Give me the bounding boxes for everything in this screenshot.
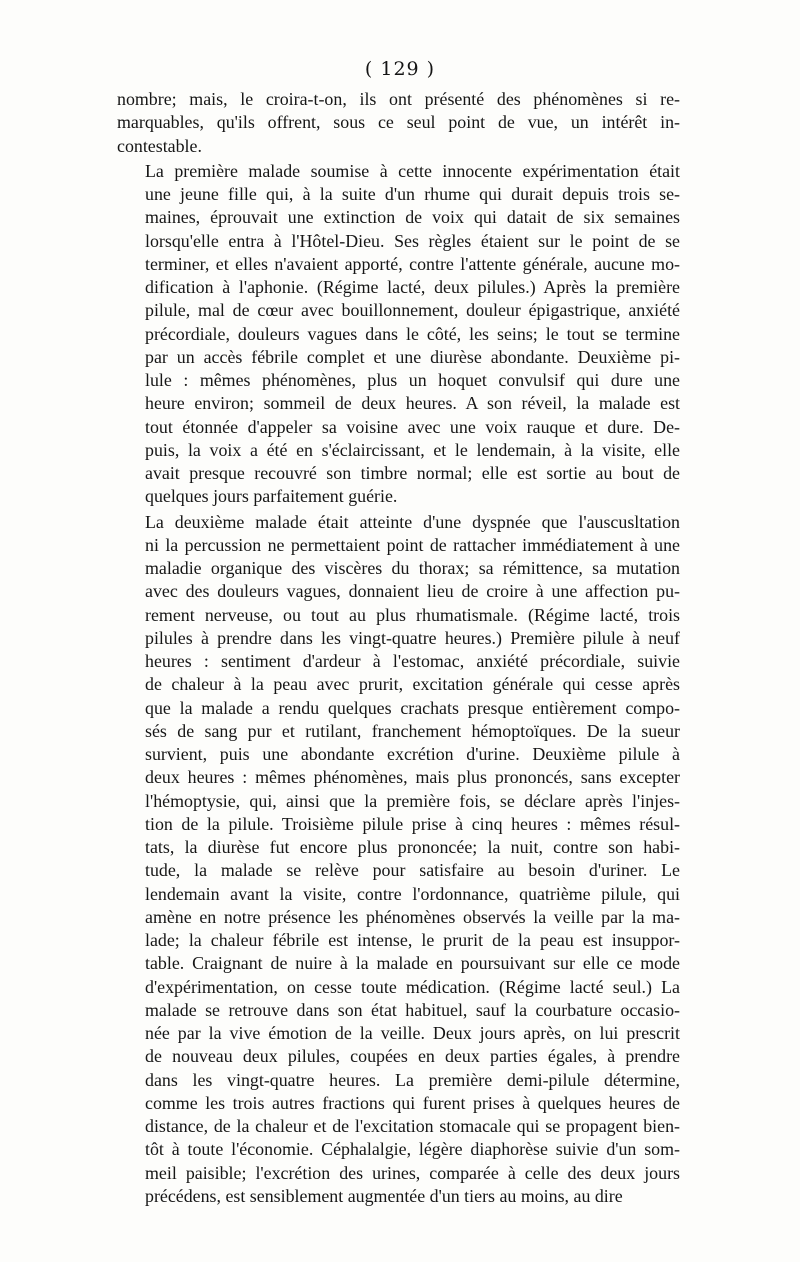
text-line: tion de la pilule. Troisième pilule prise à cinq heures : mêmes résul- (145, 813, 680, 834)
text-line: lade; la chaleur fébrile est intense, le prurit de la peau est insuppor- (145, 930, 680, 950)
text-line: rement nerveuse, ou tout au plus rhumatismale. (Régime lacté, trois (145, 604, 680, 625)
text-line: puis, la voix a été en s'éclaircissant, et le lendemain, à la visite, elle (145, 439, 680, 460)
text-line: pilule, mal de cœur avec bouillonnement, douleur épigastrique, anxiété (145, 300, 680, 321)
text-line: que la malade a rendu quelques crachats presque entièrement compo- (145, 697, 680, 718)
text-line: contestable. (117, 135, 202, 156)
text-line: nombre; mais, le croira-t-on, ils ont présenté des phénomènes si re- (117, 89, 680, 109)
text-line: quelques jours parfaitement guérie. (145, 486, 398, 507)
text-line: une jeune fille qui, à la suite d'un rhume qui durait depuis trois se- (145, 184, 680, 204)
text-line: précédens, est sensiblement augmentée d'un tiers au moins, au dire (145, 1185, 623, 1206)
text-line: heure environ; sommeil de deux heures. A son réveil, la malade est (145, 393, 680, 414)
text-line: tôt à toute l'économie. Céphalalgie, légère diaphorèse suivie d'un som- (145, 1139, 680, 1160)
text-line: lorsqu'elle entra à l'Hôtel-Dieu. Ses règles étaient sur le point de se (145, 230, 680, 251)
text-line: comme les trois autres fractions qui furent prises à quelques heures de (145, 1092, 680, 1113)
text-line: née par la vive émotion de la veille. Deux jours après, on lui prescrit (145, 1023, 680, 1043)
text-line: de nouveau deux pilules, coupées en deux parties égales, à prendre (145, 1046, 680, 1067)
text-line: survient, puis une abondante excrétion d'urine. Deuxième pilule à (145, 744, 680, 764)
paragraph (117, 160, 680, 509)
text-line: lendemain avant la visite, contre l'ordonnance, quatrième pilule, qui (145, 883, 680, 904)
text-line: précordiale, douleurs vagues dans le côté, les seins; le tout se termine (145, 323, 680, 344)
text-line: l'hémoptysie, qui, ainsi que la première fois, se déclare après l'injes- (145, 790, 680, 811)
text-line: heures : sentiment d'ardeur à l'estomac, anxiété précordiale, suivie (145, 651, 680, 671)
text-line: deux heures : mêmes phénomènes, mais plus prononcés, sans excepter (145, 767, 680, 788)
body-text (117, 88, 680, 1210)
text-line: terminer, et elles n'avaient apporté, contre l'attente générale, aucune mo- (145, 253, 680, 274)
text-line: par un accès fébrile complet et une diurèse abondante. Deuxième pi- (145, 346, 680, 367)
text-line: dans les vingt-quatre heures. La première demi-pilule détermine, (145, 1069, 680, 1090)
text-line: marquables, qu'ils offrent, sous ce seul point de vue, un intérêt in- (117, 112, 680, 133)
text-line: maladie organique des viscères du thorax; sa rémittence, sa mutation (145, 558, 680, 578)
text-line: ni la percussion ne permettaient point de rattacher immédiatement à une (145, 534, 680, 555)
text-line: d'expérimentation, on cesse toute médication. (Régime lacté seul.) La (145, 976, 680, 997)
text-line: tout étonnée d'appeler sa voisine avec une voix rauque et dure. De- (145, 416, 680, 437)
text-line: La première malade soumise à cette innocente expérimentation était (145, 160, 680, 181)
text-line: dification à l'aphonie. (Régime lacté, deux pilules.) Après la première (145, 277, 680, 297)
text-line: table. Craignant de nuire à la malade en poursuivant sur elle ce mode (145, 953, 680, 974)
page-number: ( 129 ) (364, 58, 436, 80)
text-line: La deuxième malade était atteinte d'une dyspnée que l'auscusltation (145, 511, 680, 532)
text-line: distance, de la chaleur et de l'excitation stomacale qui se propagent bien- (145, 1116, 680, 1136)
text-line: maines, éprouvait une extinction de voix qui datait de six semaines (145, 207, 680, 228)
text-line: avait presque recouvré son timbre normal; elle est sortie au bout de (145, 463, 680, 483)
text-line: sés de sang pur et rutilant, franchement hémoptoïques. De la sueur (145, 720, 680, 741)
text-line: lule : mêmes phénomènes, plus un hoquet convulsif qui dure une (145, 370, 680, 390)
text-line: malade se retrouve dans son état habituel, sauf la courbature occasio- (145, 999, 680, 1020)
text-line: avec des douleurs vagues, donnaient lieu de croire à une affection pu- (145, 581, 680, 602)
text-line: tude, la malade se relève pour satisfaire au besoin d'uriner. Le (145, 860, 680, 881)
text-line: amène en notre présence les phénomènes observés la veille par la ma- (145, 906, 680, 927)
paragraph (117, 88, 680, 158)
text-line: pilules à prendre dans les vingt-quatre heures.) Première pilule à neuf (145, 627, 680, 648)
text-line: meil paisible; l'excrétion des urines, comparée à celle des deux jours (145, 1162, 680, 1183)
text-line: de chaleur à la peau avec prurit, excitation générale qui cesse après (145, 674, 680, 695)
text-line: tats, la diurèse fut encore plus prononcée; la nuit, contre son habi- (145, 837, 680, 857)
paragraph (117, 511, 680, 1209)
